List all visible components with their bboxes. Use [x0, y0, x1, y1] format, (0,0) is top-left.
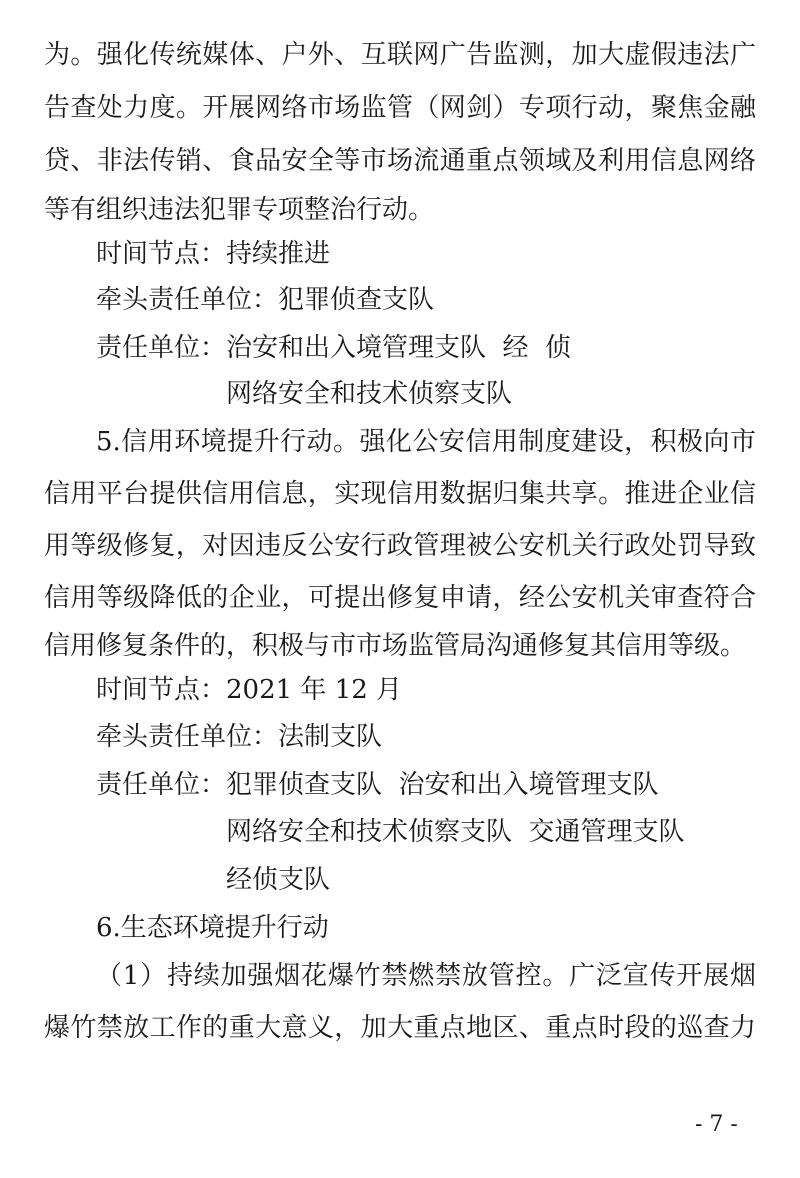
item-5-heading-line: 5.信用环境提升行动。强化公安信用制度建设，积极向市	[96, 427, 756, 457]
item-6-heading: 6.生态环境提升行动	[96, 913, 329, 943]
time-node-label: 时间节点：2021 年 12 月	[96, 675, 403, 705]
paragraph-line: 信用修复条件的，积极与市市场监管局沟通修复其信用等级。	[44, 631, 747, 661]
paragraph-line: 爆竹禁放工作的重大意义，加大重点地区、重点时段的巡查力	[44, 1013, 756, 1043]
paragraph-line: （1）持续加强烟花爆竹禁燃禁放管控。广泛宣传开展烟	[96, 961, 756, 991]
responsible-unit-continuation: 网络安全和技术侦察支队	[226, 379, 513, 409]
page-number: - 7 -	[695, 1112, 738, 1137]
lead-unit-label: 牵头责任单位：犯罪侦查支队	[96, 285, 435, 315]
paragraph-line: 信用等级降低的企业，可提出修复申请，经公安机关审查符合	[44, 583, 756, 613]
time-node-label: 时间节点：持续推进	[96, 239, 331, 269]
paragraph-line: 贷、非法传销、食品安全等市场流通重点领域及利用信息网络	[44, 146, 756, 176]
paragraph-line: 告查处力度。开展网络市场监管（网剑）专项行动，聚焦金融	[44, 93, 756, 123]
paragraph-line: 用等级修复，对因违反公安行政管理被公安机关行政处罚导致	[44, 531, 756, 561]
responsible-unit-label: 责任单位：治安和出入境管理支队 经 侦	[96, 333, 572, 363]
lead-unit-label: 牵头责任单位：法制支队	[96, 722, 383, 752]
paragraph-line: 信用平台提供信用信息，实现信用数据归集共享。推进企业信	[44, 479, 756, 509]
responsible-unit-continuation: 网络安全和技术侦察支队 交通管理支队	[226, 817, 685, 847]
responsible-unit-label: 责任单位：犯罪侦查支队 治安和出入境管理支队	[96, 770, 659, 800]
paragraph-line: 等有组织违法犯罪专项整治行动。	[44, 195, 435, 225]
paragraph-line: 为。强化传统媒体、户外、互联网广告监测，加大虚假违法广	[44, 40, 756, 70]
responsible-unit-continuation: 经侦支队	[226, 865, 331, 895]
